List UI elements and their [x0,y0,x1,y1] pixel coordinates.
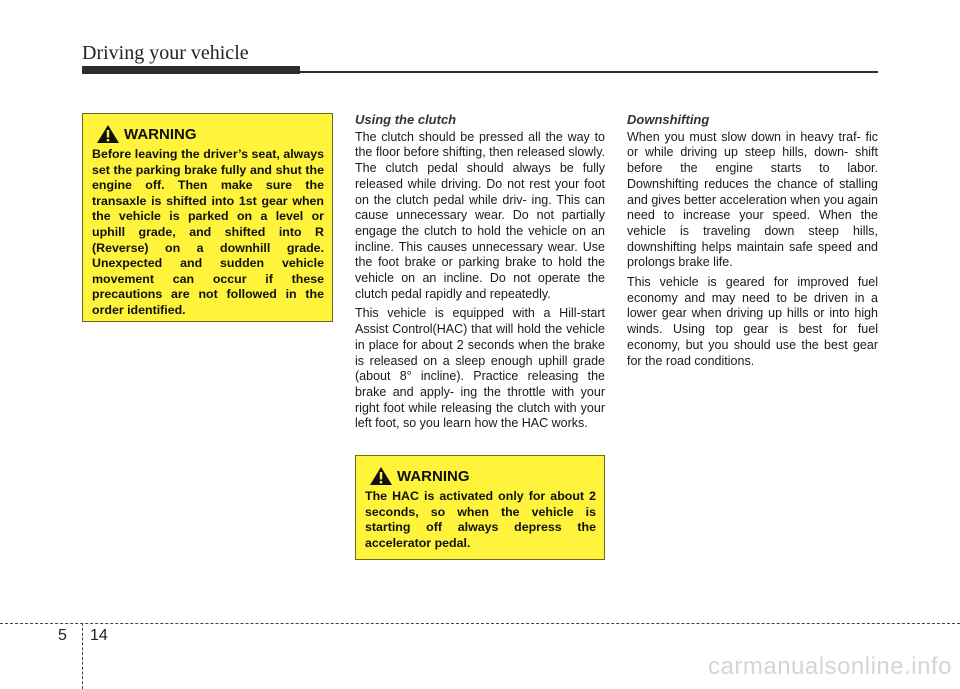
hac-warning-box [355,455,605,560]
warning-label: WARNING [397,467,470,485]
header-bar [82,66,300,74]
warning-triangle-icon [96,124,120,144]
page-number: 14 [90,627,108,644]
warning-label: WARNING [124,125,197,143]
downshifting-paragraph-1: When you must slow down in heavy traf- fic or while driving up steep hills, down- shift before the engine starts to labor. Downshifting reduces the chance of stalling and gives better acceleration when you again need to increase your speed. When the vehicle is traveling down steep hills, downshifting helps maintain safe speed and prolongs brake life. [627,129,878,270]
warning-header [369,466,596,486]
downshifting-paragraph-2: This vehicle is geared for improved fuel economy and may need to be driven in a lower gear when driving up hills or into high winds. Using top gear is best for fuel economy, but you should use the best gear for the road conditions. [627,275,878,368]
warning-text: Before leaving the driver’s seat, always set the parking brake fully and shut the engine off. Then make sure the transaxle is shifted into 1st gear when the vehicle is parked on a level or uphill grade, and shifted into R (Reverse) on a downhill grade. Unexpected and sudden vehicle movement can occur if these precautions are not followed in the order identified. [92,147,324,317]
footer-dashed-vertical [82,623,83,689]
downshifting-column [627,112,878,373]
section-title: Driving your vehicle [82,42,249,64]
watermark: carmanualsonline.info [708,653,952,680]
warning-triangle-icon [369,466,393,486]
warning-header [96,124,324,144]
clutch-paragraph-2: This vehicle is equipped with a Hill-start Assist Control(HAC) that will hold the vehicle in place for about 2 seconds when the brake is released on a sleep enough uphill grade (about 8° incline). Practice releasing the brake and apply- ing the throttle with your right foot while releasing the clutch with your left foot, so you learn how the HAC works. [355,306,605,431]
chapter-number: 5 [58,627,67,644]
header-rule [300,71,878,73]
clutch-paragraph-1: The clutch should be pressed all the way to the floor before shifting, then released slowly. The clutch pedal should always be fully released while driving. Do not rest your foot on the clutch pedal while driv- ing. This can cause unnecessary wear. Do not partially engage the clutch to hold the vehicle on an incline. This causes unnecessary wear. Use the foot brake or parking brake to hold the vehicle on an incline. Do not operate the clutch pedal rapidly and repeatedly. [355,129,605,301]
downshifting-heading: Downshifting [627,112,710,127]
clutch-column [355,112,605,436]
footer-dashed-rule [0,623,960,624]
warning-text: The HAC is activated only for about 2 seconds, so when the vehicle is starting off always depress the accelerator pedal. [365,489,596,550]
clutch-heading: Using the clutch [355,112,457,127]
parking-warning-box [82,113,333,322]
